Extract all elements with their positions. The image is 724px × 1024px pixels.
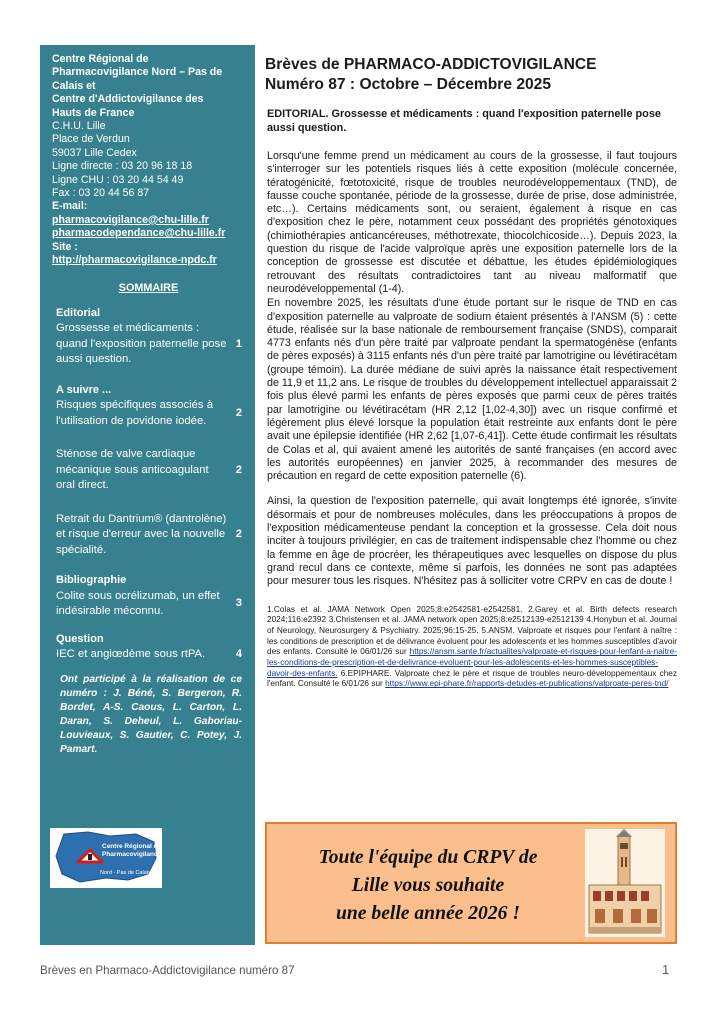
summary-item-page: 3 [235,597,242,610]
summary-section-bibliographie [56,574,245,619]
summary-item-text: Sténose de valve cardiaque mécanique sous anticoagulant oral direct. [56,448,209,492]
summary-item-text: Grossesse et médicaments : quand l'exposition paternelle pose aussi question. [56,322,227,366]
summary-item[interactable] [56,447,245,494]
email-link-pharmacovigilance[interactable]: pharmacovigilance@chu-lille.fr [52,213,209,226]
phone-direct: Ligne directe : 03 20 96 18 18 [52,160,193,173]
editorial-paragraph: En novembre 2025, les résultats d'une étude portant sur le risque de TND en cas d'exposition paternelle au valproate de sodium étaient présentés à l'ANSM (5) : cette étude, réalisée sur la base nationale de remboursement française (SNDS), comparait 4773 enfants nés d'un père traité par valproate pendant la spermatogénèse (enfants de pères exposés) à 3115 enfants nés d'un père traité par lamotrigine ou lévétiracétam (groupe témoin). La durée médiane de suivi après la naissance était respectivement de 11,9 et 11,2 ans. Le risque de troubles du développement intellectuel apparaissait 2 fois plus élevé parmi les enfants de pères exposés que parmi ceux de pères traités par lamotrigine ou lévétiracétam (HR 2,12 [1,02-4,30]) avec un risque confirmé et légèrement plus élevé lorsque la population était restreinte aux enfants dont le père avait une épilepsie identifiée (HR 2,62 [1,07-6,41]). Cette étude confirmait les résultats de Colas et al, qui avaient amené les autorités de santé françaises (en accord avec les autorités européennes) en janvier 2025, à recommander des mesures de précaution en regard de cette exposition paternelle (6). [267,297,677,483]
greeting-line: une belle année 2026 ! [336,903,520,924]
references [267,605,677,691]
org-line: Pharmacovigilance Nord – Pas de [52,66,223,79]
greeting-line: Toute l'équipe du CRPV de [318,847,538,868]
logo-line: Nord - Pas de Calais [100,870,151,876]
summary-section-a-suivre [56,384,245,558]
address-line: Place de Verdun [52,133,130,146]
email-label: E-mail: [52,200,88,213]
summary-item-page: 2 [235,528,242,541]
summary-section-question [56,633,245,663]
references-text: 1.Colas et al. JAMA Network Open 2025;8:e2542581-e2542581. 2.Garey et al. Birth defects research 2024;116:e2392 3.Christensen et al. JAMA network open 2025;8:e2512139-e2512139 4.Honybun et al. Journal of Neurology, Neurosurgery & Psychiatry. 2025;96:15-25. 5.ANSM. Valproate et risques pour l'enfant à naître : les conditions de prescription et de délivrance évoluent pour les adolescents et les hommes susceptibles d'avoir des enfants. Consulté le 06/01/26 sur [267,604,677,657]
summary-item-page: 2 [235,463,242,476]
summary-heading: Bibliographie [56,574,127,587]
editorial-title: EDITORIAL. Grossesse et médicaments : quand l'exposition paternelle pose aussi question. [267,108,661,134]
editorial-paragraph: Ainsi, la question de l'exposition paternelle, qui avait longtemps été ignorée, s'invite désormais et pour de nombreuses molécules, dans les préoccupations à propos de l'exposition médicamenteuse pendant la conception et la grossesse. Cela doit nous inciter à toujours privilégier, en cas de traitement indispensable chez l'homme ou chez la femme en âge de procréer, les thérapeutiques avec lesquelles on dispose du plus grand recul dans ce contexte, même si parfois, les données ne sont pas adaptées pour mesurer tous les risques. N'hésitez pas à solliciter votre CRPV en cas de doute ! [267,495,677,588]
greeting-box [265,822,677,944]
summary-item-text: IEC et angiœdème sous rtPA. [56,648,206,661]
contact-block [52,53,245,268]
summary-section-editorial [56,307,245,368]
epiphare-link[interactable]: https://www.epi-phare.fr/rapports-detudes-et-publications/valproate-peres-tnd/ [385,679,669,689]
ansm-link[interactable]: https://ansm.sante.fr/actualites/valproate-et-risques-pour-lenfant-a-naitre-les-conditions-de-prescription-et-de-delivrance-evoluent-pour-les-adolescents-et-les-hommes-susceptibles-davoir-des-enfants. [267,647,677,678]
logo-line: Centre Régional de [102,843,162,850]
site-link[interactable]: http://pharmacovigilance-npdc.fr [52,254,217,267]
org-line: Hauts de France [52,106,135,119]
newsletter-title: Brèves de PHARMACO-ADDICTOVIGILANCE [265,56,597,73]
summary-item-page: 2 [235,406,242,419]
greeting-text [279,844,577,928]
sidebar [40,45,255,945]
org-line: Centre d'Addictovigilance des [52,93,204,106]
crpv-logo [50,828,162,888]
references-text: 6.EPIPHARE. Valproate chez le père et risque de troubles neuro-développementaux chez l'enfant. Consulté le 6/01/26 sur [267,668,677,689]
site-label: Site : [52,240,78,253]
summary-item-text: Colite sous ocrélizumab, un effet indésirable méconnu. [56,589,220,618]
email-link-pharmacodependance[interactable]: pharmacodependance@chu-lille.fr [52,227,226,240]
greeting-line: Lille vous souhaite [351,875,505,896]
editorial-paragraph: Lorsqu'une femme prend un médicament au cours de la grossesse, il faut toujours s'interroger sur les potentiels risques liés à cette exposition (molécule concernée, tératogénicité, fœtotoxicité, risque de troubles neurodéveloppementaux (TND), de fausse couche spontanée, période de la grossesse, durée de prise, dose administrée, etc…). Certains médicaments sont, ou seraient, également à risque en cas d'exposition chez le père, notamment ceux possédant des propriétés génotoxiques (chimiothérapies anticancéreuses, méthotrexate, thiocolchicoside…). Depuis 2023, la question du risque de l'acide valproïque après une exposition paternelle lors de la conception de grossesse est discutée et débattue, les études épidémiologiques retrouvant des résultats contradictoires tant au niveau malformatif que neurodéveloppemental (1-4). [267,150,677,295]
summary-item[interactable] [56,398,245,429]
summary-item-text: Risques spécifiques associés à l'utilisation de povidone iodée. [56,399,213,427]
lille-belfry-illustration [585,829,665,937]
org-line: Centre Régional de [52,53,149,65]
summary-item-page: 4 [235,648,242,661]
summary-item[interactable] [56,647,245,663]
footer-text: Brèves en Pharmaco-Addictovigilance numéro 87 [40,964,295,977]
main-content [265,55,677,690]
credits: Ont participé à la réalisation de ce numéro : J. Béné, S. Bergeron, R. Bordet, A-S. Caous, L. Carton, L. Daran, S. Deheul, L. Gaboriau-Louvieaux, S. Gautier, C. Potey, J. Pamart. [60,673,242,755]
summary-heading: Question [56,632,104,645]
summary-heading: A suivre ... [56,383,112,396]
logo-line: Pharmacovigilance [102,851,162,858]
summary-heading: Editorial [56,306,101,319]
address-line: 59037 Lille Cedex [52,146,137,159]
issue-title: Numéro 87 : Octobre – Décembre 2025 [265,76,552,93]
summary-item[interactable] [56,512,245,559]
summary-item[interactable] [56,321,245,368]
fax: Fax : 03 20 44 56 87 [52,187,150,200]
page-number: 1 [662,962,670,977]
phone-chu: Ligne CHU : 03 20 44 54 49 [52,173,184,186]
summary-item[interactable] [56,589,245,620]
summary-item-text: Retrait du Dantrium® (dantrolène) et risque d'erreur avec la nouvelle spécialité. [56,512,227,556]
summary-item-page: 1 [235,337,242,350]
org-line: Calais et [52,79,96,92]
summary-title: SOMMAIRE [118,281,179,294]
address-line: C.H.U. Lille [52,120,106,133]
